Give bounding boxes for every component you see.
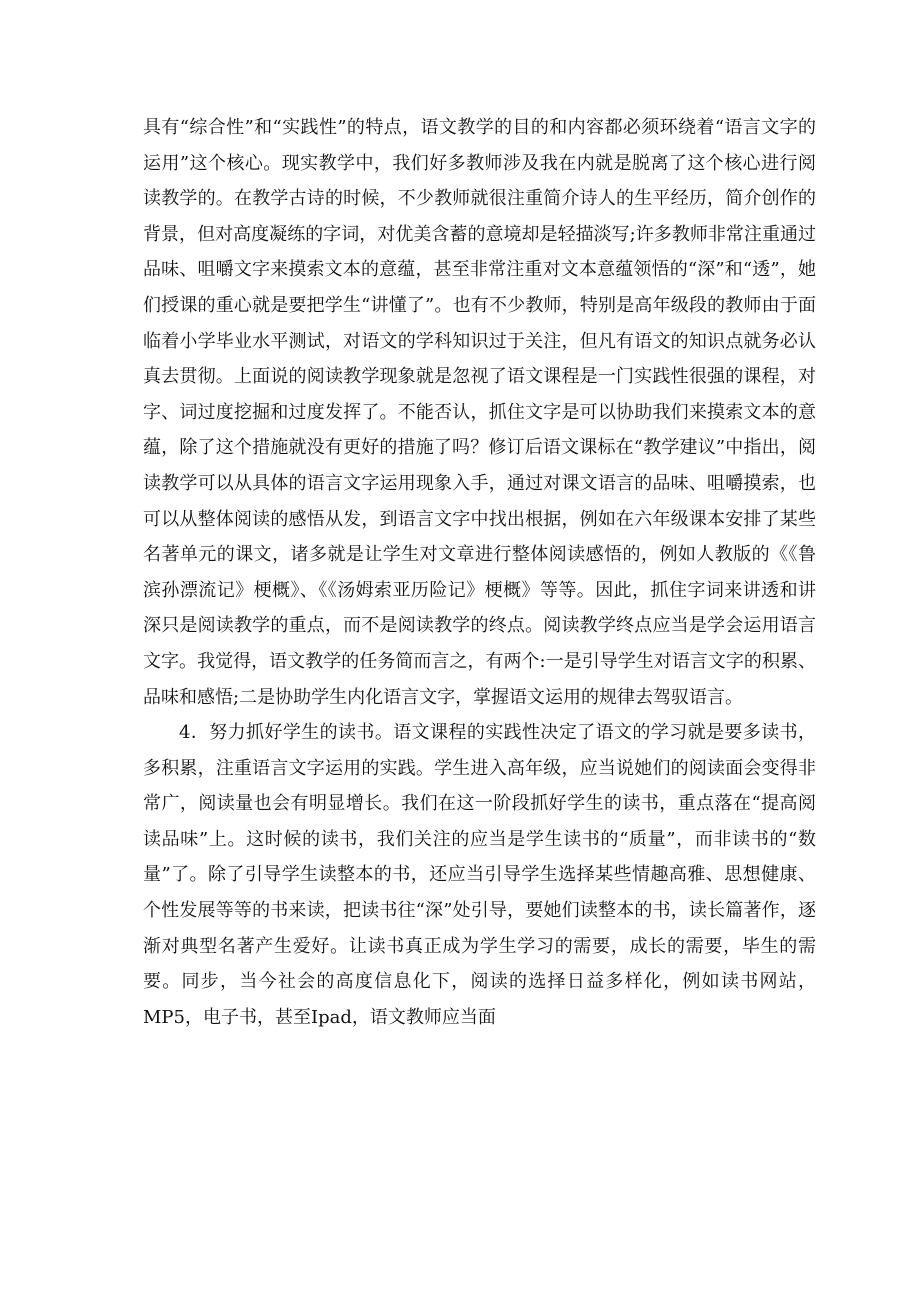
paragraph-student-reading: 4．努力抓好学生的读书。语文课程的实践性决定了语文的学习就是要多读书，多积累，注重语言文字运用的实践。学生进入高年级，应当说她们的阅读面会变得非常广，阅读量也会有明显增长。我们在这一阶段抓好学生的读书，重点落在“提高阅读品味”上。这时候的读书，我们关注的应当是学生读书的“质量”，而非读书的“数量”了。除了引导学生读整本的书，还应当引导学生选择某些情趣高雅、思想健康、个性发展等等的书来读，把读书往“深”处引导，要她们读整本的书，读长篇著作，逐渐对典型名著产生爱好。让读书真正成为学生学习的需要，成长的需要，毕生的需要。同步，当今社会的高度信息化下，阅读的选择日益多样化，例如读书网站，MP5，电子书，甚至Ipad，语文教师应当面	[143, 722, 816, 1028]
document-body	[143, 110, 816, 1035]
paragraph-reading-teaching: 具有“综合性”和“实践性”的特点，语文教学的目的和内容都必须环绕着“语言文字的运用”这个核心。现实教学中，我们好多教师涉及我在内就是脱离了这个核心进行阅读教学的。在教学古诗的时候，不少教师就很注重简介诗人的生平经历，简介创作的背景，但对高度凝练的字词，对优美含蓄的意境却是轻描淡写;许多教师非常注重通过品味、咀嚼文字来摸索文本的意蕴，甚至非常注重对文本意蕴领悟的“深”和“透”，她们授课的重心就是要把学生“讲懂了”。也有不少教师，特别是高年级段的教师由于面临着小学毕业水平测试，对语文的学科知识过于关注，但凡有语文的知识点就务必认真去贯彻。上面说的阅读教学现象就是忽视了语文课程是一门实践性很强的课程，对字、词过度挖掘和过度发挥了。不能否认，抓住文字是可以协助我们来摸索文本的意蕴，除了这个措施就没有更好的措施了吗？修订后语文课标在“教学建议”中指出，阅读教学可以从具体的语言文字运用现象入手，通过对课文语言的品味、咀嚼摸索，也可以从整体阅读的感悟从发，到语言文字中找出根据，例如在六年级课本安排了某些名著单元的课文，诸多就是让学生对文章进行整体阅读感悟的，例如人教版的《《鲁滨孙漂流记》梗概》、《《汤姆索亚历险记》梗概》等等。因此，抓住字词来讲透和讲深只是阅读教学的重点，而不是阅读教学的终点。阅读教学终点应当是学会运用语言文字。我觉得，语文教学的任务简而言之，有两个:一是引导学生对语言文字的积累、品味和感悟;二是协助学生内化语言文字，掌握语文运用的规律去驾驭语言。	[143, 117, 816, 708]
